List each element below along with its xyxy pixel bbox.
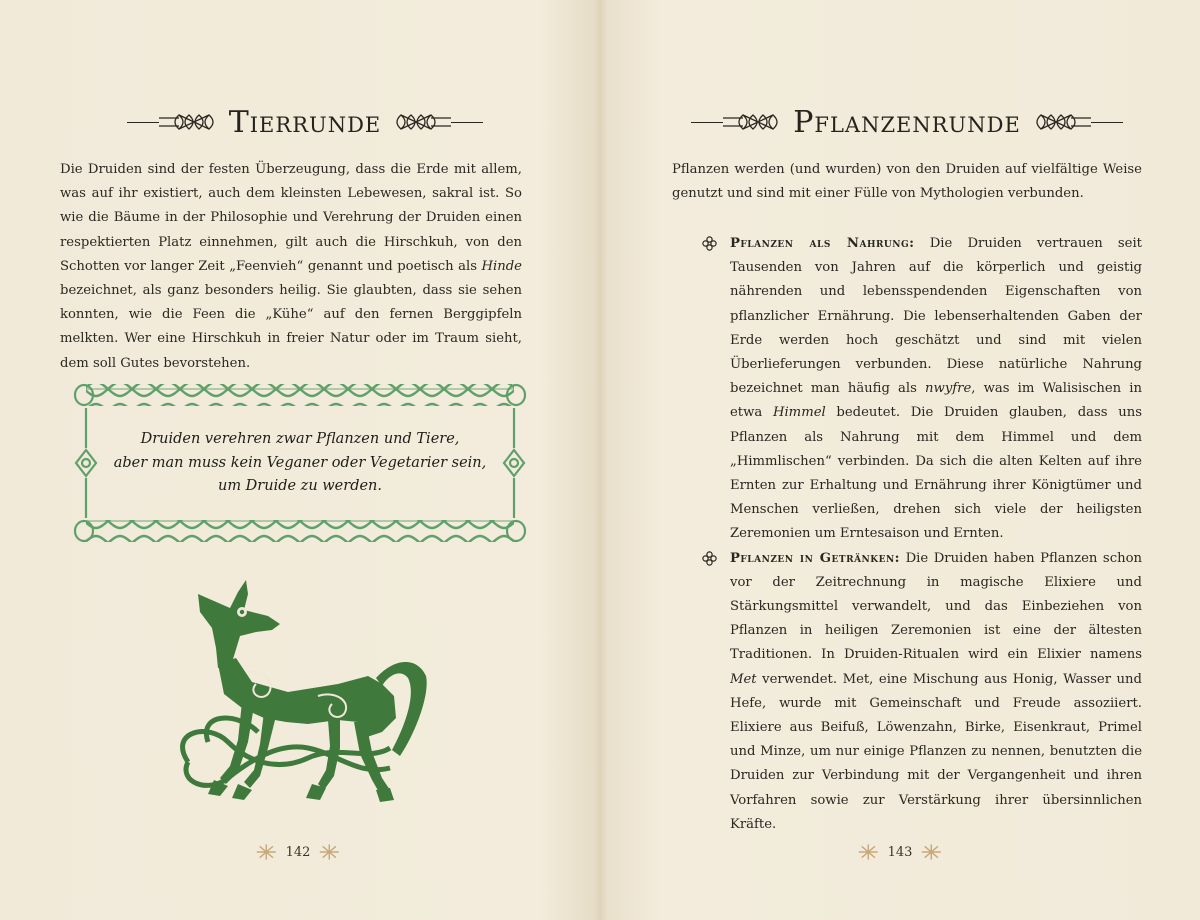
paragraph-italic: Hinde bbox=[481, 258, 522, 274]
bullet-italic: Met bbox=[730, 671, 757, 687]
page-number: 143 bbox=[887, 844, 913, 860]
celtic-knot-icon bbox=[723, 109, 785, 135]
page-footer bbox=[253, 834, 343, 870]
celtic-knot-icon bbox=[159, 109, 221, 135]
right-heading bbox=[672, 100, 1142, 144]
list-item bbox=[700, 547, 1142, 837]
bullet-title: Pflanzen in Getränken: bbox=[730, 550, 901, 566]
folio-ornament-icon bbox=[855, 838, 882, 866]
bullet-text: Die Druiden haben Pflanzen schon vor der Zeitrechnung in magische Elixiere und Stärkungsmittel verwandelt, und das Einbeziehen von Pflanzen in heiligen Zeremonien ist eine der ältesten Traditionen. In Druiden-Ritualen wird ein Elixier namens bbox=[730, 550, 1143, 663]
knot-bullet-icon bbox=[702, 551, 717, 566]
intro-paragraph: Pflanzen werden (und wurden) von den Druiden auf vielfältige Weise genutzt und sind mit einer Fülle von Mythologien verbunden. bbox=[672, 162, 1142, 202]
bullet-list bbox=[700, 232, 1142, 837]
deer-illustration bbox=[168, 572, 430, 804]
celtic-knot-icon bbox=[389, 109, 451, 135]
quote-text bbox=[112, 428, 488, 499]
page-heading: Pflanzenrunde bbox=[793, 104, 1021, 140]
heading-rule bbox=[451, 122, 483, 123]
page-number: 142 bbox=[285, 844, 311, 860]
bullet-text: verwendet. Met, eine Mischung aus Honig, Wasser und Hefe, wurde mit Gemeinschaft und Freude assoziiert. Elixiere aus Beifuß, Löwenzahn, Birke, Eisenkraut, Primel und Minze, um nur einige Pflanzen zu nennen, benutzten die Druiden zur Verbindung mit der Vergangenheit und ihren Vorfahren sowie zur Verstärkung ihrer übersinnlichen Kräfte. bbox=[730, 671, 1142, 832]
knot-bullet-icon bbox=[702, 236, 717, 251]
quote-box bbox=[72, 378, 528, 548]
heading-rule bbox=[691, 122, 723, 123]
quote-line: um Druide zu werden. bbox=[217, 478, 383, 494]
bullet-text: Die Druiden vertrauen seit Tausenden von Jahren auf die körperlich und geistig nährenden und lebensspendenden Eigenschaften von pflanzlicher Ernährung. Die lebenserhaltenden Gaben der Erde werden hoch geschätzt und sind mit vielen Überlieferungen verbunden. Diese natürliche Nahrung bezeichnet man häufig als bbox=[730, 236, 1142, 397]
celtic-knot-icon bbox=[1029, 109, 1091, 135]
bullet-title: Pflanzen als Nahrung: bbox=[730, 236, 915, 251]
bullet-text: , was im Walisischen in etwa bbox=[730, 381, 1142, 421]
quote-line: Druiden verehren zwar Pflanzen und Tiere, bbox=[140, 431, 460, 447]
folio-ornament-icon bbox=[316, 838, 343, 866]
bullet-text: bedeutet. Die Druiden glauben, dass uns Pflanzen als Nahrung mit dem Himmel und dem „Himmlischen“ verbinden. Da sich die alten Kelten auf ihre Ernten zur Erhaltung und Ernährung ihrer Königtümer und Menschen verließen, drehen sich viele der heiligsten Zeremonien um Erntesaison und Ernten. bbox=[730, 405, 1142, 542]
folio-ornament-icon bbox=[253, 838, 280, 866]
body-paragraph bbox=[60, 158, 522, 376]
heading-rule bbox=[127, 122, 159, 123]
page-footer bbox=[855, 834, 945, 870]
paragraph-text-end: bezeichnet, als ganz besonders heilig. Sie glaubten, dass sie sehen konnten, wie die Feen die „Kühe“ auf den fernen Berggipfeln melkten. Wer eine Hirschkuh in freier Natur oder im Traum sieht, dem soll Gutes bevorstehen. bbox=[60, 283, 522, 371]
paragraph-text: Die Druiden sind der festen Überzeugung, dass die Erde mit allem, was auf ihr existiert, auch dem kleinsten Lebewesen, sakral ist. So wie die Bäume in der Philosophie und Verehrung der Druiden einen respektierten Platz einnehmen, gilt auch die Hirschkuh, von den Schotten vor langer Zeit „Feenvieh“ genannt und poetisch als bbox=[60, 162, 522, 274]
folio-ornament-icon bbox=[918, 838, 945, 866]
right-page bbox=[600, 0, 1200, 920]
bullet-italic: Himmel bbox=[772, 405, 826, 421]
heading-rule bbox=[1091, 122, 1123, 123]
bullet-italic: nwyfre bbox=[925, 381, 972, 397]
list-item bbox=[700, 232, 1142, 547]
page-heading: Tierrunde bbox=[228, 104, 382, 140]
left-heading bbox=[110, 100, 500, 144]
quote-line: aber man muss kein Veganer oder Vegetarier sein, bbox=[113, 454, 487, 471]
